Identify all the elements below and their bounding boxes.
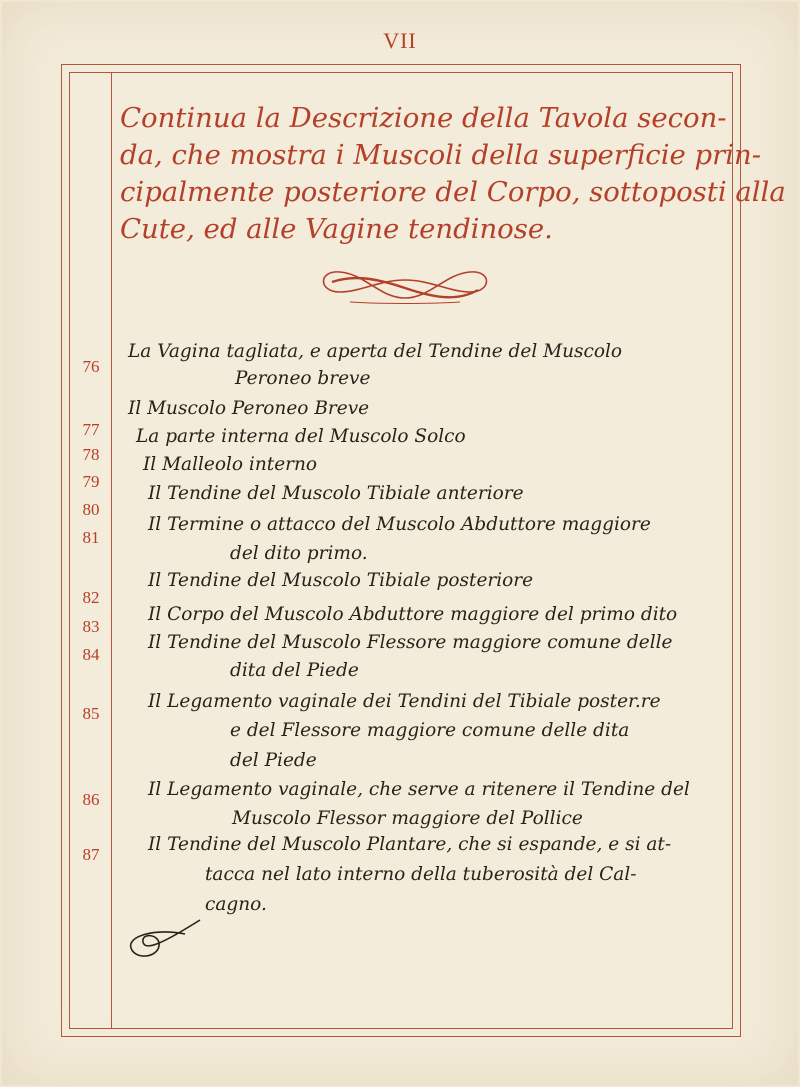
entry-number: 79 (82, 472, 100, 491)
entry-number: 87 (82, 845, 100, 864)
entry-number: 78 (82, 445, 100, 464)
entry-text-line: dita del Piede (230, 660, 359, 681)
title-line: Continua la Descrizione della Tavola secon- (120, 102, 727, 134)
entry-number: 81 (82, 528, 100, 547)
entry-text-line: Il Termine o attacco del Muscolo Abduttore maggiore (148, 514, 651, 535)
entry-number: 86 (82, 790, 100, 809)
entry-text-line: Il Malleolo interno (143, 454, 318, 475)
entry-number: 80 (82, 500, 100, 519)
entry-text-line: Peroneo breve (235, 368, 371, 389)
entry-text-line: del Piede (230, 750, 317, 771)
page-number: VII (383, 28, 417, 53)
entry-number: 83 (82, 617, 100, 636)
entry-text-line: cagno. (205, 894, 267, 915)
entry-text-line: Muscolo Flessor maggiore del Pollice (232, 808, 583, 829)
entry-text-line: Il Legamento vaginale, che serve a ritenere il Tendine del (148, 779, 690, 800)
entry-text-line: Il Tendine del Muscolo Flessore maggiore comune delle (148, 632, 673, 653)
entry-number: 76 (82, 357, 100, 376)
entry-text-line: tacca nel lato interno della tuberosità del Cal- (205, 864, 637, 885)
entry-number: 77 (82, 420, 100, 439)
entry-text-line: Il Muscolo Peroneo Breve (128, 398, 370, 419)
entry-number: 84 (82, 645, 100, 664)
calligraphic-swirl-icon (125, 912, 205, 972)
entry-text-line: Il Tendine del Muscolo Tibiale posteriore (148, 570, 534, 591)
entry-text-line: Il Legamento vaginale dei Tendini del Tibiale poster.re (148, 691, 661, 712)
entry-text-line: del dito primo. (230, 543, 368, 564)
entry-text-line: La Vagina tagliata, e aperta del Tendine del Muscolo (128, 341, 623, 362)
entry-text-line: Il Corpo del Muscolo Abduttore maggiore del primo dito (148, 604, 678, 625)
entry-number: 82 (82, 588, 100, 607)
title-line: cipalmente posteriore del Corpo, sottoposti alla (120, 176, 786, 208)
entry-text-line: Il Tendine del Muscolo Plantare, che si espande, e si at- (148, 834, 672, 855)
entry-number: 85 (82, 704, 100, 723)
entry-text-line: La parte interna del Muscolo Solco (136, 426, 466, 447)
entry-text-line: e del Flessore maggiore comune delle dita (230, 720, 630, 741)
title-line: Cute, ed alle Vagine tendinose. (120, 213, 553, 245)
entry-text-line: Il Tendine del Muscolo Tibiale anteriore (148, 483, 524, 504)
title-line: da, che mostra i Muscoli della superficie prin- (120, 139, 762, 171)
